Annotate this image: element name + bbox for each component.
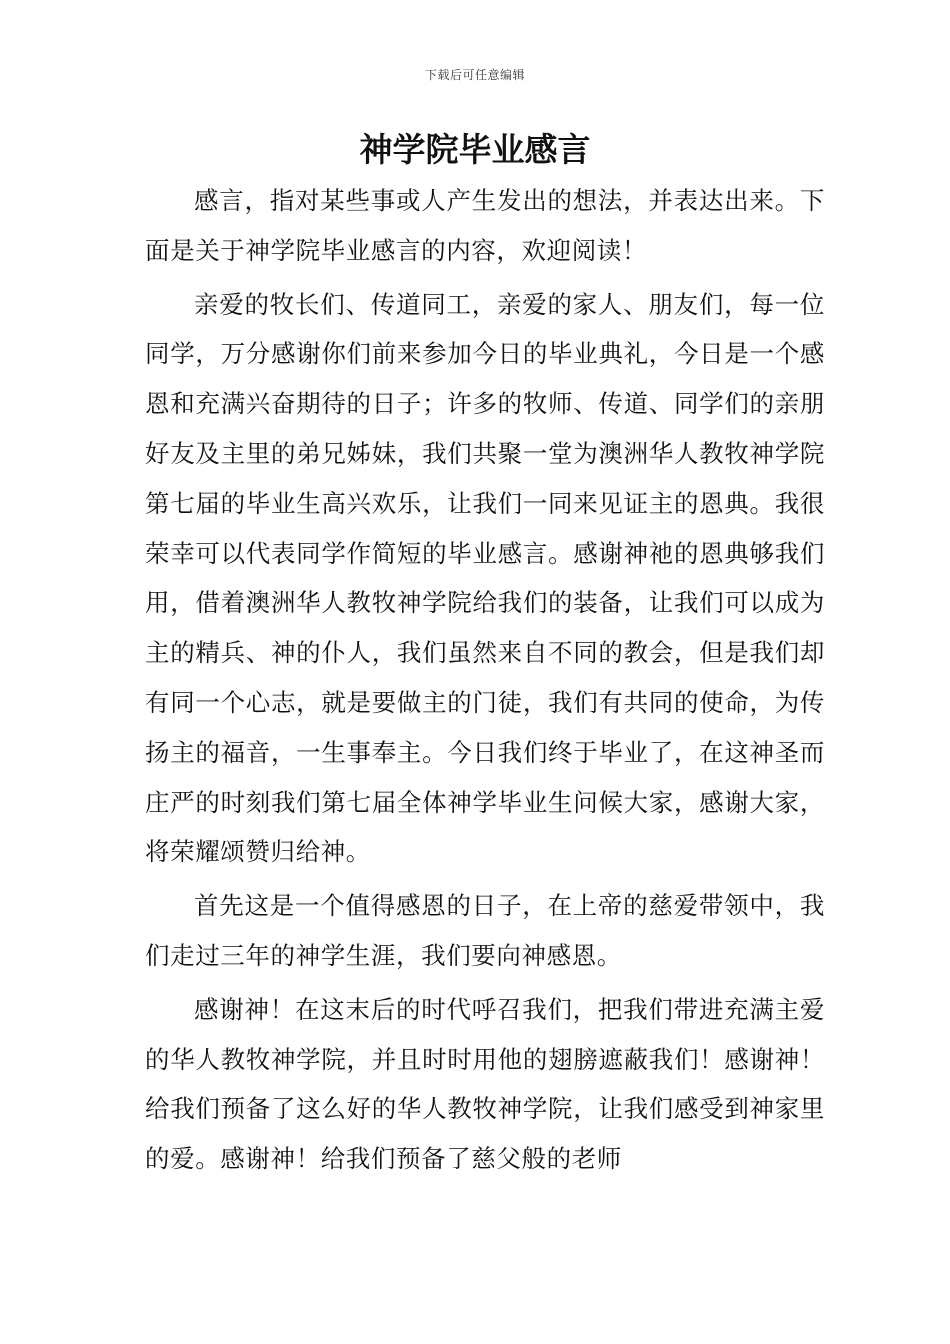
paragraph-thanksgiving: 首先这是一个值得感恩的日子，在上帝的慈爱带领中，我们走过三年的神学生涯，我们要向神感恩。 [145,891,825,970]
document-body [145,176,825,1188]
document-title: 神学院毕业感言 [359,130,591,169]
header-note: 下载后可任意编辑 [424,68,525,82]
paragraph-greeting: 亲爱的牧长们、传道同工，亲爱的家人、朋友们，每一位同学，万分感谢你们前来参加今日的毕业典礼，今日是一个感恩和充满兴奋期待的日子；许多的牧师、传道、同学们的亲朋好友及主里的弟兄姊妹，我们共聚一堂为澳洲华人教牧神学院第七届的毕业生高兴欢乐，让我们一同来见证主的恩典。我很荣幸可以代表同学作简短的毕业感言。感谢神祂的恩典够我们用，借着澳洲华人教牧神学院给我们的装备，让我们可以成为主的精兵、神的仆人，我们虽然来自不同的教会，但是我们却有同一个心志，就是要做主的门徒，我们有共同的使命，为传扬主的福音，一生事奉主。今日我们终于毕业了，在这神圣而庄严的时刻我们第七届全体神学毕业生问候大家，感谢大家，将荣耀颂赞归给神。 [145,289,825,867]
paragraph-intro: 感言，指对某些事或人产生发出的想法，并表达出来。下面是关于神学院毕业感言的内容，欢迎阅读！ [145,186,825,265]
paragraph-thanks-god: 感谢神！在这末后的时代呼召我们，把我们带进充满主爱的华人教牧神学院，并且时时用他的翅膀遮蔽我们！感谢神！给我们预备了这么好的华人教牧神学院，让我们感受到神家里的爱。感谢神！给我们预备了慈父般的老师 [145,994,825,1174]
